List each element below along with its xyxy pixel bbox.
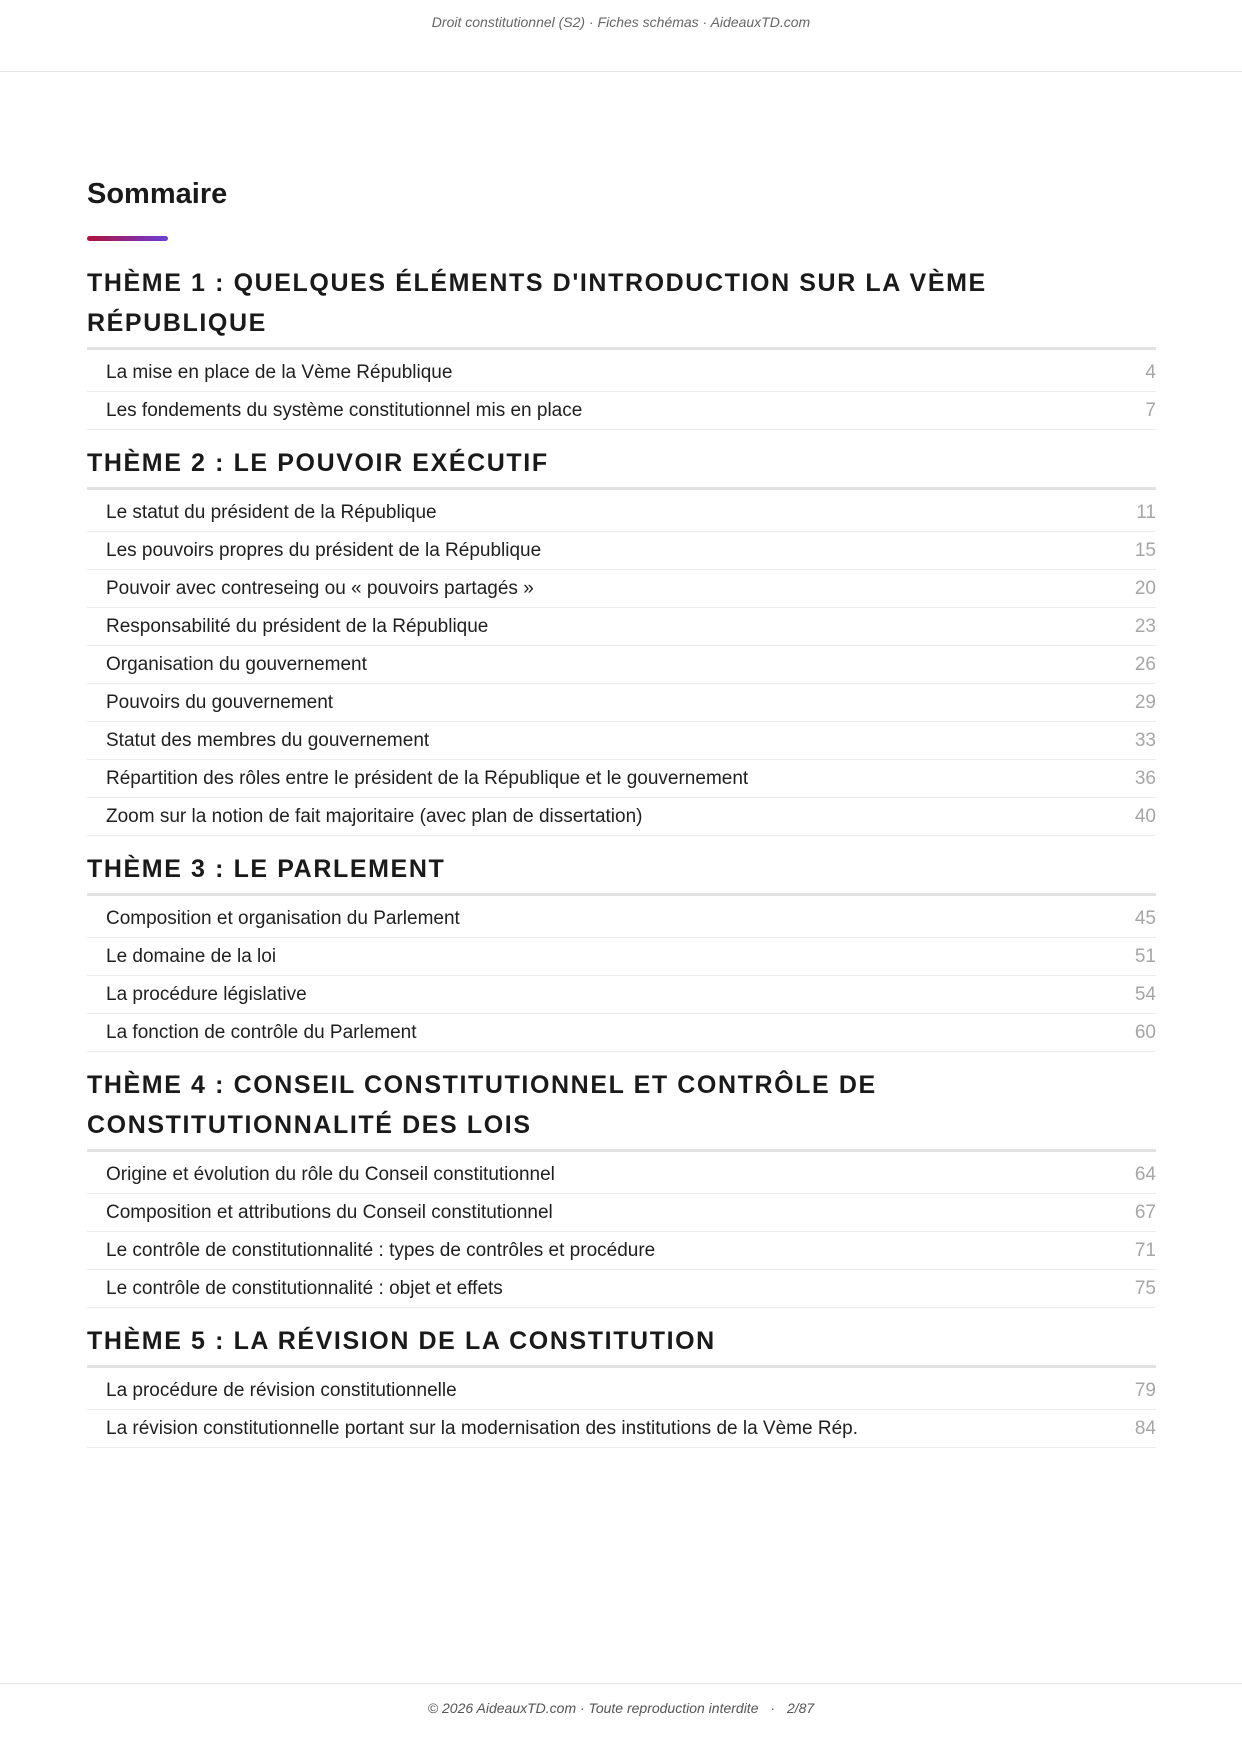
toc-entry-page-number: 33: [1134, 729, 1156, 751]
toc-entry[interactable]: [87, 1232, 1156, 1270]
toc-entry-label: Le domaine de la loi: [106, 945, 277, 967]
toc-entry-label: La procédure de révision constitutionnelle: [106, 1379, 457, 1401]
toc-entry[interactable]: [87, 684, 1156, 722]
toc-entry-page-number: 75: [1134, 1277, 1156, 1299]
toc-theme-section: [87, 1065, 1156, 1308]
toc-entry-label: Les pouvoirs propres du président de la République: [106, 539, 542, 561]
footer-separator: ·: [770, 1700, 776, 1716]
toc-entry-label: La procédure législative: [106, 983, 307, 1005]
theme-entries: [87, 896, 1156, 1052]
theme-entries: [87, 1152, 1156, 1308]
toc-entry-page-number: 40: [1134, 805, 1156, 827]
toc-theme-section: [87, 849, 1156, 1052]
theme-entries: [87, 350, 1156, 430]
toc-entry-page-number: 29: [1134, 691, 1156, 713]
toc-entry-label: Responsabilité du président de la République: [106, 615, 489, 637]
footer-page-number: 2/87: [786, 1700, 815, 1716]
toc-entry[interactable]: [87, 760, 1156, 798]
footer-copyright: © 2026 AideauxTD.com · Toute reproduction interdite: [427, 1700, 759, 1716]
toc-entry-label: Le contrôle de constitutionnalité : objet et effets: [106, 1277, 503, 1299]
theme-entries: [87, 1368, 1156, 1448]
toc-entry[interactable]: [87, 608, 1156, 646]
toc-entry-label: Organisation du gouvernement: [106, 653, 367, 675]
toc-entry-page-number: 20: [1134, 577, 1156, 599]
toc-entry[interactable]: [87, 1194, 1156, 1232]
toc-theme-section: [87, 1321, 1156, 1448]
toc-entry[interactable]: [87, 1014, 1156, 1052]
theme-entries: [87, 490, 1156, 836]
toc-entry[interactable]: [87, 900, 1156, 938]
toc-entry-page-number: 84: [1134, 1417, 1156, 1439]
toc-entry[interactable]: [87, 1372, 1156, 1410]
theme-title: THÈME 4 : CONSEIL CONSTITUTIONNEL ET CONTRÔLE DE CONSTITUTIONNALITÉ DES LOIS: [87, 1065, 1156, 1152]
toc-entry[interactable]: [87, 392, 1156, 430]
toc-entry[interactable]: [87, 646, 1156, 684]
table-of-contents: [87, 176, 1156, 1448]
header-text: Droit constitutionnel (S2) · Fiches schémas · AideauxTD.com: [431, 13, 811, 30]
toc-entry-label: Zoom sur la notion de fait majoritaire (avec plan de dissertation): [106, 805, 643, 827]
toc-entry-label: Statut des membres du gouvernement: [106, 729, 430, 751]
theme-title: THÈME 2 : LE POUVOIR EXÉCUTIF: [87, 443, 1156, 490]
toc-entry-page-number: 67: [1134, 1201, 1156, 1223]
toc-entry-label: Le contrôle de constitutionnalité : types de contrôles et procédure: [106, 1239, 656, 1261]
page-footer: [0, 1683, 1242, 1755]
toc-entry[interactable]: [87, 532, 1156, 570]
theme-title: THÈME 1 : QUELQUES ÉLÉMENTS D'INTRODUCTION SUR LA VÈME RÉPUBLIQUE: [87, 263, 1156, 350]
toc-entry-page-number: 26: [1134, 653, 1156, 675]
toc-entry-label: Pouvoirs du gouvernement: [106, 691, 334, 713]
toc-entry-label: Les fondements du système constitutionnel mis en place: [106, 399, 583, 421]
toc-entry[interactable]: [87, 976, 1156, 1014]
toc-theme-section: [87, 263, 1156, 430]
toc-entry-page-number: 54: [1134, 983, 1156, 1005]
toc-entry-page-number: 7: [1145, 399, 1156, 421]
theme-title: THÈME 3 : LE PARLEMENT: [87, 849, 1156, 896]
toc-entry[interactable]: [87, 354, 1156, 392]
toc-entry[interactable]: [87, 1270, 1156, 1308]
toc-entry-page-number: 51: [1134, 945, 1156, 967]
toc-entry[interactable]: [87, 798, 1156, 836]
toc-entry[interactable]: [87, 1410, 1156, 1448]
toc-entry[interactable]: [87, 570, 1156, 608]
toc-entry-label: La fonction de contrôle du Parlement: [106, 1021, 417, 1043]
toc-entry-page-number: 15: [1134, 539, 1156, 561]
page-header: [0, 0, 1242, 72]
toc-entry-page-number: 11: [1136, 501, 1156, 523]
toc-entry[interactable]: [87, 938, 1156, 976]
toc-entry-label: Répartition des rôles entre le président de la République et le gouvernement: [106, 767, 749, 789]
toc-entry-page-number: 60: [1134, 1021, 1156, 1043]
toc-entry-page-number: 23: [1134, 615, 1156, 637]
toc-entry-page-number: 36: [1134, 767, 1156, 789]
toc-entry[interactable]: [87, 494, 1156, 532]
toc-entry[interactable]: [87, 1156, 1156, 1194]
toc-entry-page-number: 79: [1134, 1379, 1156, 1401]
themes-list: [87, 263, 1156, 1448]
toc-entry-label: Origine et évolution du rôle du Conseil constitutionnel: [106, 1163, 555, 1185]
toc-entry-label: Le statut du président de la République: [106, 501, 437, 523]
toc-entry-page-number: 4: [1145, 361, 1156, 383]
toc-entry-page-number: 64: [1134, 1163, 1156, 1185]
toc-entry-label: Pouvoir avec contreseing ou « pouvoirs partagés »: [106, 577, 534, 599]
toc-entry-page-number: 71: [1134, 1239, 1156, 1261]
toc-entry[interactable]: [87, 722, 1156, 760]
title-accent-bar: [87, 236, 168, 241]
toc-entry-page-number: 45: [1134, 907, 1156, 929]
toc-entry-label: Composition et organisation du Parlement: [106, 907, 460, 929]
page-title: Sommaire: [87, 178, 228, 210]
theme-title: THÈME 5 : LA RÉVISION DE LA CONSTITUTION: [87, 1321, 1156, 1368]
toc-theme-section: [87, 443, 1156, 836]
toc-entry-label: Composition et attributions du Conseil constitutionnel: [106, 1201, 553, 1223]
toc-entry-label: La révision constitutionnelle portant sur la modernisation des institutions de la Vème Rép.: [106, 1417, 858, 1439]
toc-entry-label: La mise en place de la Vème République: [106, 361, 453, 383]
